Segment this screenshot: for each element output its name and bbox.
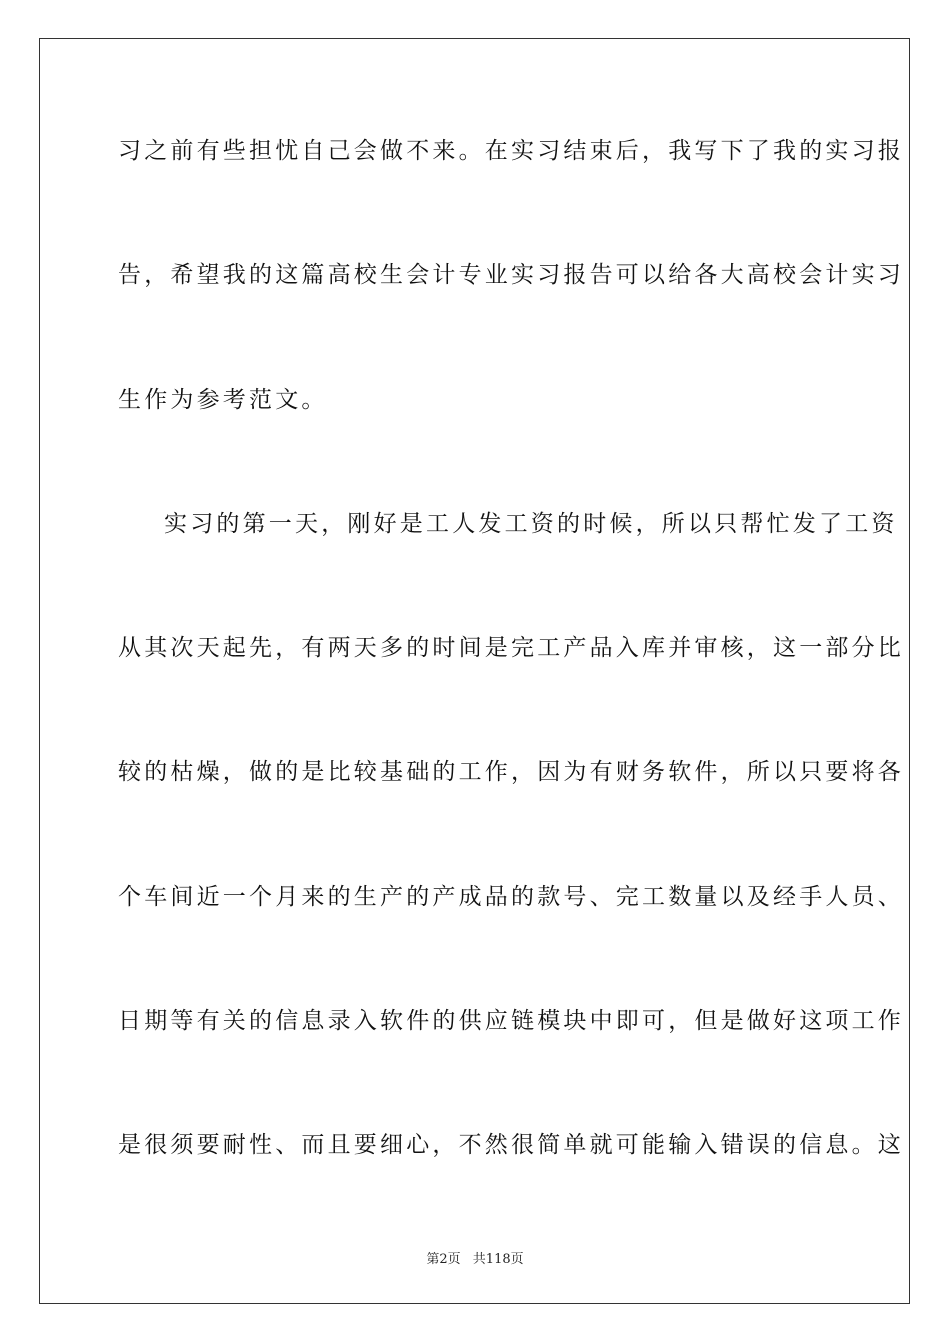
text-line: 习之前有些担忧自己会做不来。在实习结束后，我写下了我的实习报 [118,138,904,164]
page-total: 共118页 [472,1252,524,1267]
text-line: 日期等有关的信息录入软件的供应链模块中即可，但是做好这项工作 [118,1008,904,1035]
text-line: 从其次天起先，有两天多的时间是完工产品入库并审核，这一部分比 [118,635,904,662]
page-footer [0,1248,950,1267]
text-line: 告，希望我的这篇高校生会计专业实习报告可以给各大高校会计实习 [118,262,904,289]
text-line-paragraph-start: 实习的第一天，刚好是工人发工资的时候，所以只帮忙发了工资 [164,510,898,537]
text-line: 较的枯燥，做的是比较基础的工作，因为有财务软件，所以只要将各 [118,759,904,786]
text-line: 个车间近一个月来的生产的产成品的款号、完工数量以及经手人员、 [118,883,904,910]
document-body [118,128,904,1247]
text-line: 是很须要耐性、而且要细心，不然很简单就可能输入错误的信息。这 [118,1132,904,1159]
page-number: 第2页 [426,1252,461,1267]
text-line: 生作为参考范文。 [118,386,328,413]
